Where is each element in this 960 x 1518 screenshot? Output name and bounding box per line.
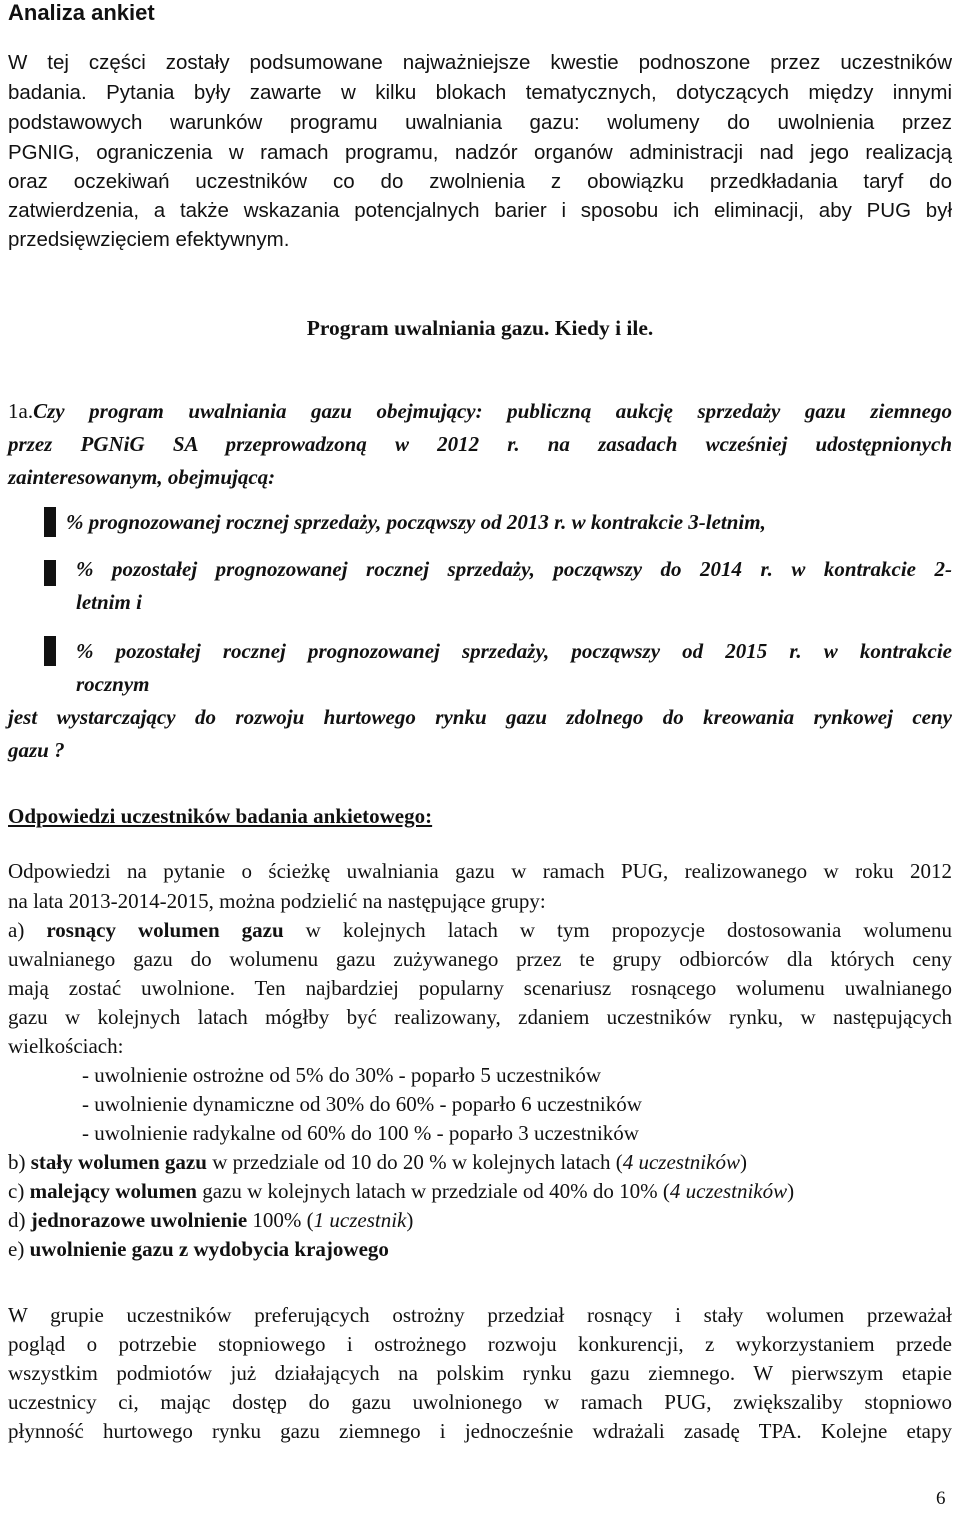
intro-line: zatwierdzenia, a także wskazania potencjalnych barier i sposobu ich eliminacji, aby PUG był <box>8 199 952 222</box>
question-option: % pozostałej prognozowanej rocznej sprzedaży, począwszy do 2014 r. w kontrakcie 2- <box>76 557 952 581</box>
final-line: pogląd o potrzebie stopniowego i ostrożnego rozwoju konkurencji, z wykorzystaniem przede <box>8 1332 952 1356</box>
answers-line: na lata 2013-2014-2015, można podzielić na następujące grupy: <box>8 889 546 913</box>
page-heading: Analiza ankiet <box>8 0 155 25</box>
sub-list-item: - uwolnienie dynamiczne od 30% do 60% - poparło 6 uczestników <box>82 1092 642 1116</box>
intro-line: przedsięwzięciem efektywnym. <box>8 228 290 251</box>
sub-list-item: - uwolnienie ostrożne od 5% do 30% - poparło 5 uczestników <box>82 1063 602 1087</box>
final-line: W grupie uczestników preferujących ostrożny przedział rosnący i stały wolumen przeważał <box>8 1303 952 1327</box>
blank-marker <box>44 507 56 537</box>
question-line: przez PGNiG SA przeprowadzoną w 2012 r. na zasadach wcześniej udostępnionych <box>8 432 952 456</box>
answers-line: mają zostać uwolnione. Ten najbardziej popularny scenariusz rosnącego wolumenu uwalnianego <box>8 976 952 1000</box>
question-option: % prognozowanej rocznej sprzedaży, począwszy od 2013 r. w kontrakcie 3-letnim, <box>66 510 766 534</box>
final-line: wszystkim podmiotów już działających na polskim rynku gazu ziemnego. W pierwszym etapie <box>8 1361 952 1385</box>
answers-title: Odpowiedzi uczestników badania ankietowego: <box>8 804 433 828</box>
question-line <box>8 399 952 424</box>
section-title: Program uwalniania gazu. Kiedy i ile. <box>306 316 654 340</box>
blank-marker <box>44 560 56 586</box>
question-line: gazu ? <box>8 738 65 762</box>
intro-line: oraz oczekiwań uczestników co do zwolnienia z obowiązku przedkładania taryf do <box>8 170 952 193</box>
answer-item-d: d) jednorazowe uwolnienie 100% (1 uczestnik) <box>8 1208 414 1232</box>
sub-list-item: - uwolnienie radykalne od 60% do 100 % - poparło 3 uczestników <box>82 1121 639 1145</box>
answers-line: wielkościach: <box>8 1034 124 1058</box>
question-option: rocznym <box>76 672 150 696</box>
answers-line: Odpowiedzi na pytanie o ścieżkę uwalniania gazu w ramach PUG, realizowanego w roku 2012 <box>8 859 952 883</box>
page-number: 6 <box>936 1488 946 1509</box>
question-option: letnim i <box>76 590 142 614</box>
intro-line: PGNIG, ograniczenia w ramach programu, nadzór organów administracji nad jego realizacją <box>8 141 952 164</box>
blank-marker <box>44 636 56 666</box>
question-line: zainteresowanym, obejmującą: <box>8 465 276 489</box>
answers-line: uwalnianego gazu do wolumenu gazu zużywanego przez te grupy odbiorców dla których ceny <box>8 947 952 971</box>
question-number: 1a. <box>8 399 34 423</box>
final-line: płynność hurtowego rynku gazu ziemnego i jednocześnie wdrażali zasadę TPA. Kolejne etapy <box>8 1419 952 1443</box>
question-text: Czy program uwalniania gazu obejmujący: publiczną aukcję sprzedaży gazu ziemnego <box>33 399 952 423</box>
answer-item-e: e) uwolnienie gazu z wydobycia krajowego <box>8 1237 389 1261</box>
final-line: uczestnicy ci, mając dostęp do gazu uwolnionego w ramach PUG, zwiększaliby stopniowo <box>8 1390 952 1414</box>
answer-item-b: b) stały wolumen gazu w przedziale od 10 do 20 % w kolejnych latach (4 uczestników) <box>8 1150 747 1174</box>
question-line: jest wystarczający do rozwoju hurtowego rynku gazu zdolnego do kreowania rynkowej ceny <box>8 705 952 729</box>
answer-item-a: a) rosnący wolumen gazu w kolejnych latach w tym propozycje dostosowania wolumenu <box>8 918 952 942</box>
intro-line: podstawowych warunków programu uwalniania gazu: wolumeny do uwolnienia przez <box>8 111 952 134</box>
intro-line: W tej części zostały podsumowane najważniejsze kwestie podnoszone przez uczestników <box>8 51 952 74</box>
intro-line: badania. Pytania były zawarte w kilku blokach tematycznych, dotyczących między innymi <box>8 81 952 104</box>
answers-line: gazu w kolejnych latach mógłby być realizowany, zdaniem uczestników rynku, w następujących <box>8 1005 952 1029</box>
answer-item-c: c) malejący wolumen gazu w kolejnych latach w przedziale od 40% do 10% (4 uczestników) <box>8 1179 795 1203</box>
question-option: % pozostałej rocznej prognozowanej sprzedaży, począwszy od 2015 r. w kontrakcie <box>76 639 952 663</box>
